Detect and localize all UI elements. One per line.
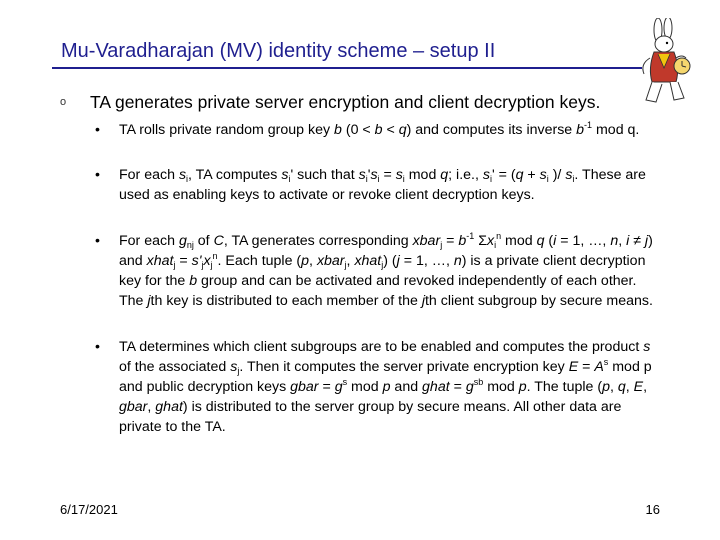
white-rabbit-icon bbox=[636, 18, 700, 106]
bullet-dot: • bbox=[95, 339, 100, 355]
sub-bullet-1 bbox=[95, 120, 660, 140]
main-bullet-marker: o bbox=[60, 96, 67, 108]
main-point: TA generates private server encryption and client decryption keys. bbox=[90, 92, 601, 112]
sub-bullet-3-text: For each $g_{nj}$ of C, TA generates corresponding xbar$_j$ = $b^{-1}$ $\Sigma x_i^n$ mod q (i = 1, …, n, i ≠ j) and xhat$_j$ = $s'_jx_j^n$. Each tuple (p, xbar$_j$, xhat$_j$) (j = 1, …, n) is a private client decryption key for the b group and can be activated and revoked independently of each other. The jth key is distributed to each member of the jth client subgroup by secure means. bbox=[119, 231, 653, 309]
bullet-dot: • bbox=[95, 167, 100, 183]
bullet-dot: • bbox=[95, 233, 100, 249]
bullet-dot: • bbox=[95, 122, 100, 138]
sub-bullet-1-text: TA rolls private random group key b (0 < b < q) and computes its inverse $b^{-1}$ mod q. bbox=[119, 120, 640, 138]
title-underline bbox=[52, 67, 642, 69]
page-number: 16 bbox=[645, 502, 660, 517]
sub-bullet-4-text: TA determines which client subgroups are to be enabled and computes the product s of the associated $s_j$. Then it computes the server private encryption key $E = A^s$ mod p and public decryption keys gbar = $g^s$ mod p and ghat = $g^{sb}$ mod p. The tuple (p, q, E, gbar, ghat) is distributed to the server group by secure means. All other data are private to the TA. bbox=[119, 339, 652, 435]
slide-title: Mu-Varadharajan (MV) identity scheme – setup II bbox=[61, 40, 496, 62]
slide-date: 6/17/2021 bbox=[60, 502, 118, 517]
sub-bullet-2 bbox=[95, 165, 660, 205]
sub-bullet-3 bbox=[95, 231, 660, 311]
sub-bullet-2-text: For each $s_i$, TA computes $s_i'$ such that $s_i's_i = s_i$ mod q; i.e., $s_i' = (q + s_i$ )/ $s_i$. These are used as enabling keys to activate or revoke client decryption keys. bbox=[119, 167, 646, 203]
sub-bullet-4 bbox=[95, 337, 660, 437]
